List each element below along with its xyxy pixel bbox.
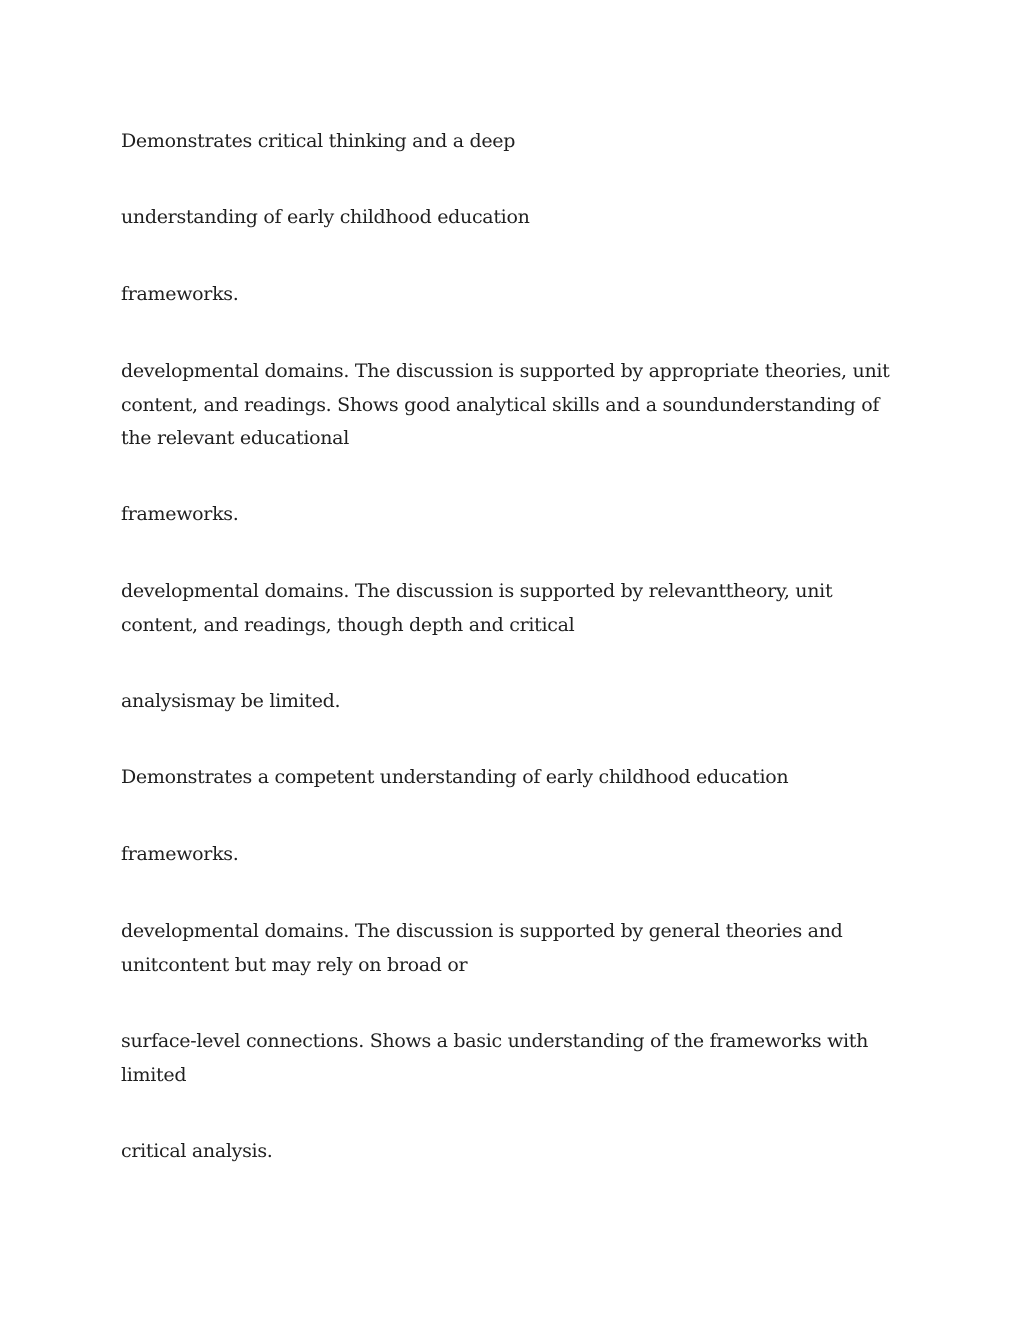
paragraph: Demonstrates critical thinking and a deep bbox=[121, 130, 516, 152]
paragraph: frameworks. bbox=[121, 283, 239, 305]
paragraph: developmental domains. The discussion is supported by appropriate theories, unit content, and readings. Shows good analytical skills and a soundunderstanding of the relevant educational bbox=[121, 360, 890, 449]
paragraph: Demonstrates a competent understanding of early childhood education bbox=[121, 766, 789, 788]
paragraph: frameworks. bbox=[121, 503, 239, 525]
paragraph: developmental domains. The discussion is supported by relevanttheory, unit content, and readings, though depth and critical bbox=[121, 580, 833, 636]
paragraph: developmental domains. The discussion is supported by general theories and unitcontent but may rely on broad or bbox=[121, 920, 843, 976]
paragraph: analysismay be limited. bbox=[121, 690, 341, 712]
paragraph: critical analysis. bbox=[121, 1140, 273, 1162]
paragraph: frameworks. bbox=[121, 843, 239, 865]
paragraph: understanding of early childhood education bbox=[121, 206, 530, 228]
paragraph: surface-level connections. Shows a basic understanding of the frameworks with limited bbox=[121, 1030, 869, 1086]
